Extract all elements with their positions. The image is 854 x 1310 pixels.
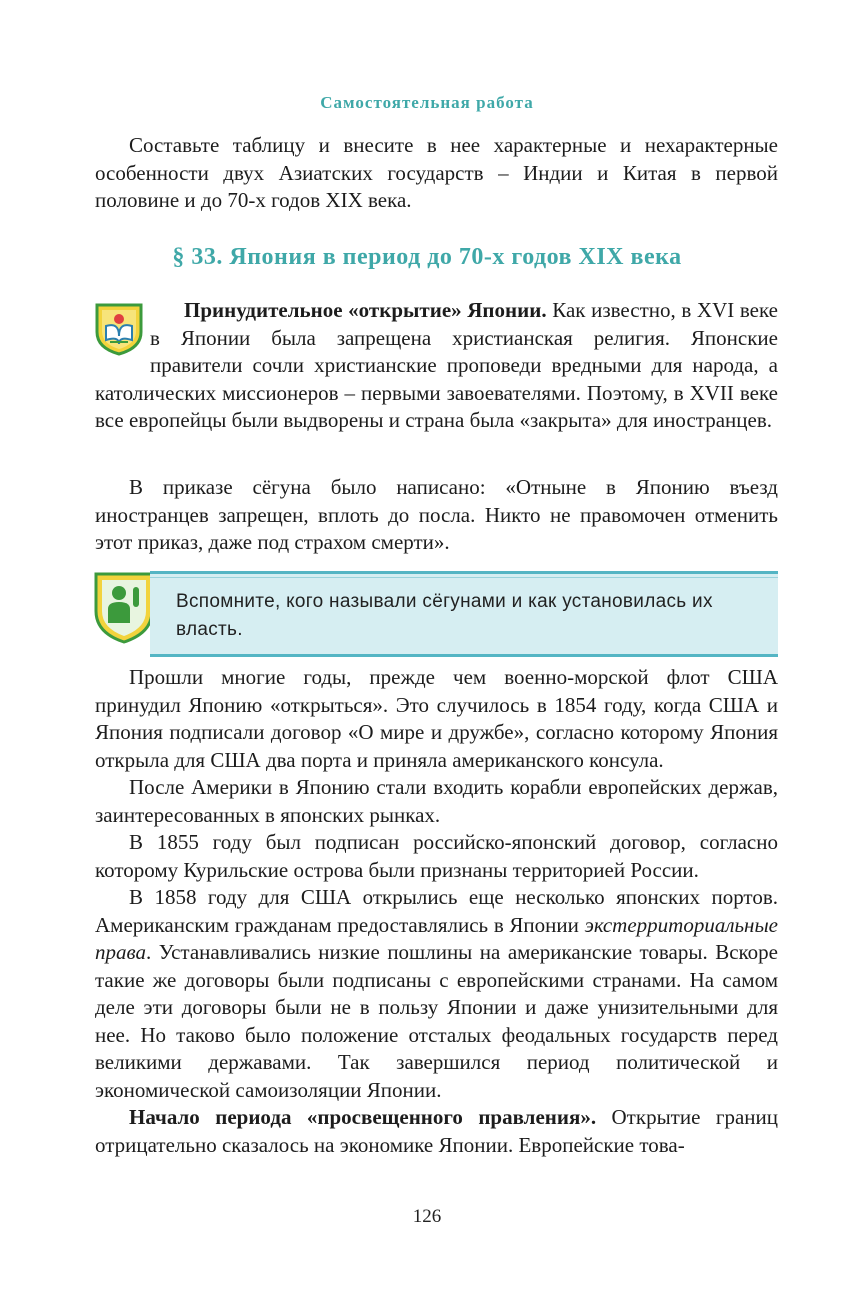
opening-heading: Принудительное «открытие» Японии.	[184, 298, 547, 322]
person-question-icon	[93, 571, 155, 645]
icon-spacer	[95, 297, 150, 377]
paragraph-1858-ports	[95, 884, 778, 1104]
task-paragraph: Составьте таблицу и внесите в нее характерные и нехарактерные особенности двух Азиатских государств – Индии и Китая в первой половине и до 70-х годов XIX века.	[95, 133, 778, 212]
task-text-block	[95, 132, 778, 215]
extraterritorial-rights-term: экстерриториальные права	[95, 912, 778, 964]
paragraph-opening-japan	[95, 297, 778, 435]
shogun-order-paragraph: В приказе сёгуна было написано: «Отныне в Японию въезд иностранцев запрещен, вплоть до посла. Никто не правомочен отменить этот приказ, даже под страхом смерти».	[95, 475, 778, 554]
independent-work-heading: Самостоятельная работа	[320, 93, 534, 112]
opening-text: Как известно, в XVI веке в Японии была запрещена христианская религия. Японские правители сочли христианские проповеди вредными для народа, а католических миссионеров – первыми завоевателями. Поэтому, в XVII веке все европейцы были выдворены и страна была «закрыта» для иностранцев.	[95, 298, 779, 432]
enlightened-rule-text: Открытие границ отрицательно сказалось на экономике Японии. Европейские това-	[95, 1105, 778, 1157]
recall-question-text: Вспомните, кого называли сёгунами и как установилась их власть.	[176, 591, 713, 640]
recall-question-box	[150, 571, 778, 657]
enlightened-rule-heading: Начало периода «просвещенного правления».	[129, 1105, 597, 1129]
section-title: § 33. Япония в период до 70-х годов XIX века	[172, 244, 682, 270]
main-text-block	[95, 664, 778, 1159]
page-number: 126	[412, 1206, 442, 1227]
ports-text-a: В 1858 году для США открылись еще несколько японских портов. Американским гражданам предоставлялись в Японии	[95, 885, 778, 937]
paragraph-enlightened-rule	[95, 1104, 778, 1159]
paragraph-shogun-order	[95, 474, 778, 557]
paragraph-us-fleet: Прошли многие годы, прежде чем военно-морской флот США принудил Японию «открыться». Это случилось в 1854 году, когда США и Япония подписали договор «О мире и дружбе», согласно которому Япония открыла для США два порта и приняла американского консула.	[95, 665, 778, 772]
opening-paragraph	[95, 297, 778, 435]
ports-text-b: . Устанавливались низкие пошлины на американские товары. Вскоре такие же договоры были подписаны с европейскими странами. На самом деле эти договоры были не в пользу Японии и даже унизительными для нее. Но таково было положение отсталых феодальных государств перед великими державами. Так завершился период политической и экономической самоизоляции Японии.	[95, 940, 778, 1102]
paragraph-european-ships: После Америки в Японию стали входить корабли европейских держав, заинтересованных в японских рынках.	[95, 775, 778, 827]
paragraph-russian-treaty: В 1855 году был подписан российско-японский договор, согласно которому Курильские острова были признаны территорией России.	[95, 830, 778, 882]
